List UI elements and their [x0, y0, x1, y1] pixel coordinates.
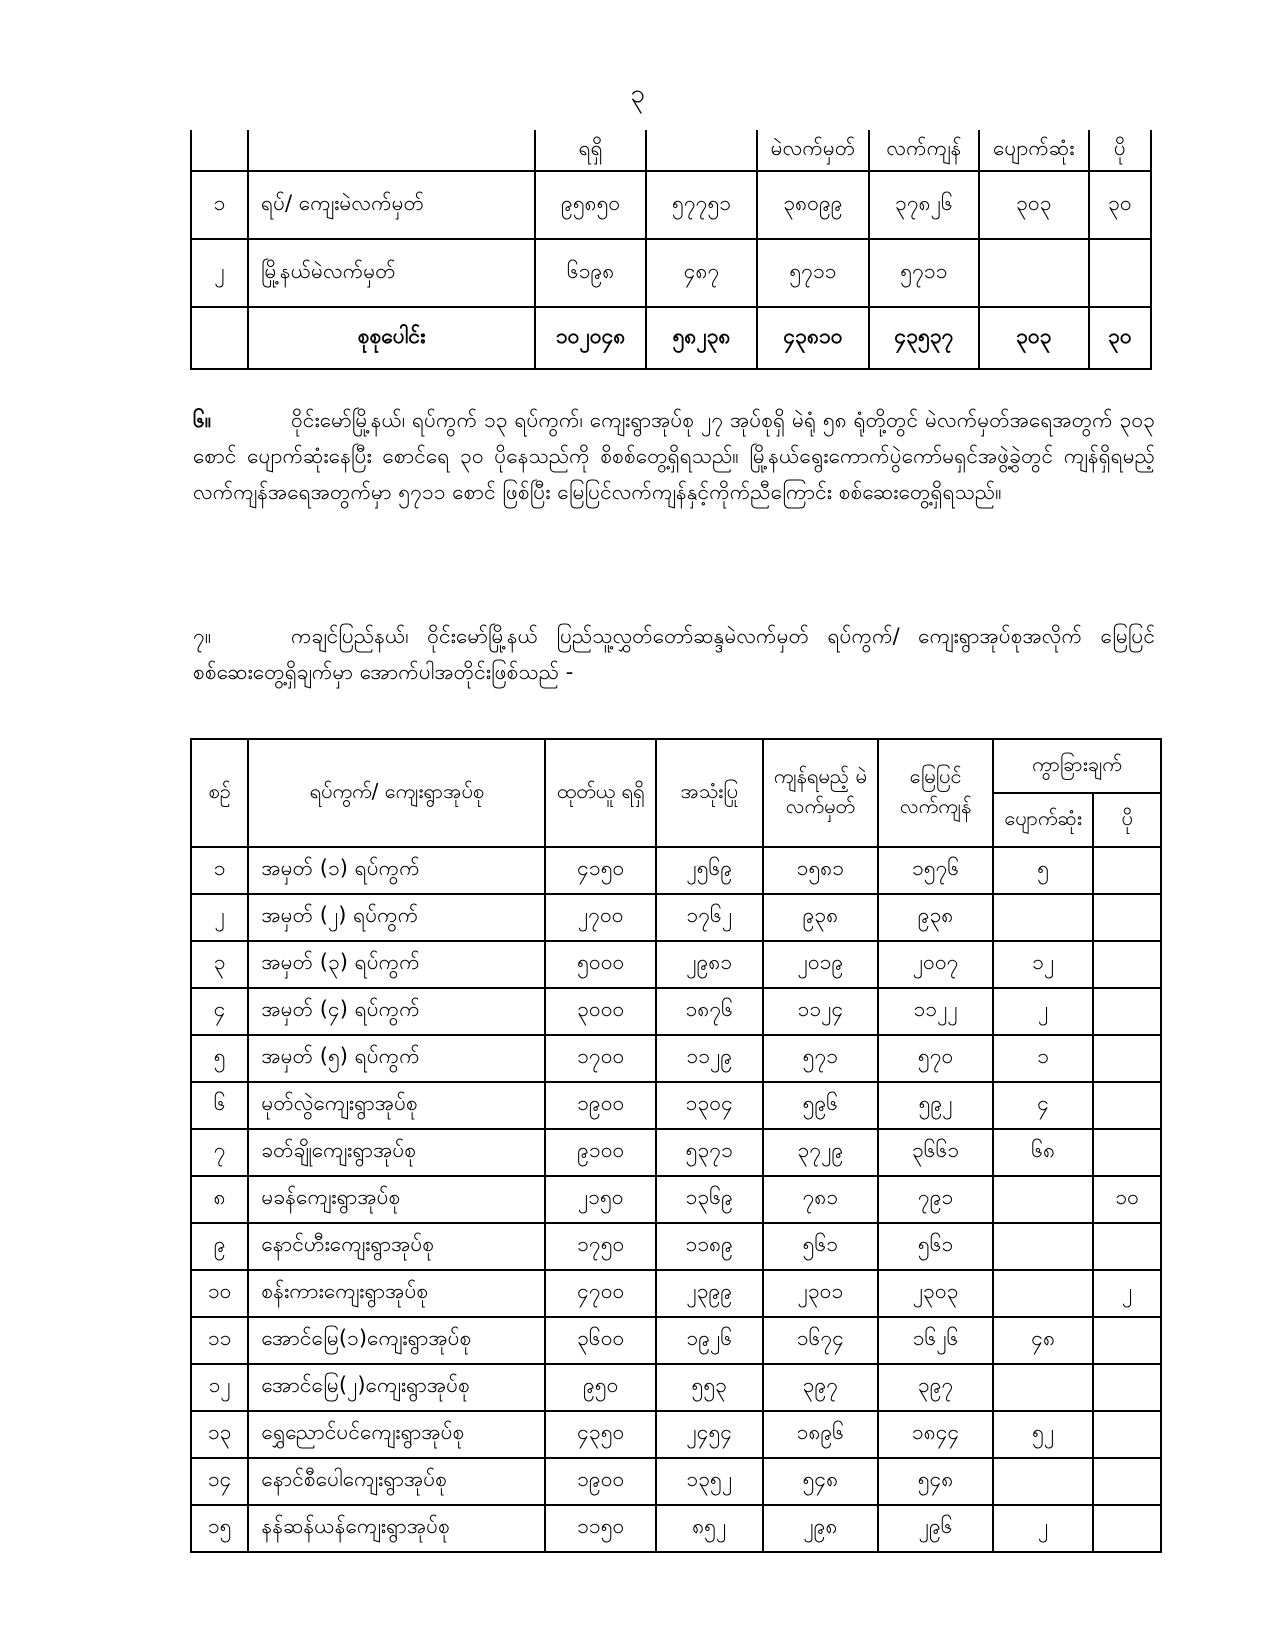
row-number: ၂: [191, 894, 248, 941]
cell-value: ၃၀၃: [979, 171, 1089, 239]
row-number: ၁၄: [191, 1458, 248, 1505]
paragraph-text: ဝိုင်းမော်မြို့နယ်၊ ရပ်ကွက် ၁၃ ရပ်ကွက်၊ ကျေးရွာအုပ်စု ၂၇ အုပ်စုရှိ မဲရုံ ၅၈ ရုံတို့တွင် မဲလက်မှတ်အရေအတွက် ၃၀၃ စောင် ပျောက်ဆုံးနေပြီး စောင်ရေ ၃၀ ပိုနေသည်ကို စိစစ်တွေ့ရှိရသည်။ မြို့နယ်ရွေးကောက်ပွဲကော်မရှင်အဖွဲ့ခွဲတွင် ကျန်ရှိရမည့် လက်ကျန်အရေအတွက်မှာ ၅၇၁၁ စောင် ဖြစ်ပြီး မြေပြင်လက်ကျန်နှင့်ကိုက်ညီကြောင်း စစ်ဆေးတွေ့ရှိရသည်။: [193, 408, 1155, 504]
remaining-value: ၅၉၆: [763, 1082, 879, 1129]
row-label: အမှတ် (၅) ရပ်ကွက်: [248, 1035, 545, 1082]
received-value: ၁၇၅၀: [545, 1223, 656, 1270]
ground-value: ၉၃၈: [878, 894, 993, 941]
summary-header-cell: မဲလက်မှတ်: [757, 130, 869, 171]
extra-value: [1093, 847, 1161, 894]
table-body: [191, 847, 1161, 1552]
row-number: ၁: [191, 171, 248, 239]
cell-value: ၅၇၇၅၁: [646, 171, 757, 239]
summary-header-cell: ပို: [1089, 130, 1151, 171]
lost-value: [993, 1458, 1093, 1505]
table-header-row: [191, 739, 1161, 793]
total-value: ၄၃၈၁၀: [757, 307, 869, 369]
row-number: ၁: [191, 847, 248, 894]
used-value: ၁၁၈၉: [656, 1223, 763, 1270]
ground-value: ၂၉၆: [878, 1505, 993, 1552]
row-number: ၉: [191, 1223, 248, 1270]
table-row: [191, 1317, 1161, 1364]
lost-value: ၄၈: [993, 1317, 1093, 1364]
row-label: အမှတ် (၃) ရပ်ကွက်: [248, 941, 545, 988]
summary-header-cell: [191, 130, 248, 171]
row-number: ၂: [191, 239, 248, 307]
row-number: ၁၃: [191, 1411, 248, 1458]
ground-value: ၂၃၀၃: [878, 1270, 993, 1317]
row-number: ၁၅: [191, 1505, 248, 1552]
row-label: မုတ်လွဲကျေးရွာအုပ်စု: [248, 1082, 545, 1129]
remaining-value: ၃၉၇: [763, 1364, 879, 1411]
header-name: ရပ်ကွက်/ ကျေးရွာအုပ်စု: [248, 739, 545, 847]
extra-value: [1093, 1505, 1161, 1552]
summary-header-cell: ပျောက်ဆုံး: [979, 130, 1089, 171]
row-label: မြို့နယ်မဲလက်မှတ်: [248, 239, 535, 307]
received-value: ၃၀၀၀: [545, 988, 656, 1035]
total-value: ၅၈၂၃၈: [646, 307, 757, 369]
used-value: ၈၅၂: [656, 1505, 763, 1552]
lost-value: ၁၂: [993, 941, 1093, 988]
total-value: ၃၀: [1089, 307, 1151, 369]
received-value: ၃၆၀၀: [545, 1317, 656, 1364]
remaining-value: ၇၈၁: [763, 1176, 879, 1223]
summary-row: [191, 239, 1151, 307]
row-label: အမှတ် (၂) ရပ်ကွက်: [248, 894, 545, 941]
ground-value: ၅၇၀: [878, 1035, 993, 1082]
lost-value: ၄: [993, 1082, 1093, 1129]
row-label: အောင်မြေ(၁)ကျေးရွာအုပ်စု: [248, 1317, 545, 1364]
remaining-value: ၁၆၇၄: [763, 1317, 879, 1364]
extra-value: [1093, 941, 1161, 988]
row-number: ၁၁: [191, 1317, 248, 1364]
extra-value: ၁၀: [1093, 1176, 1161, 1223]
cell-value: ၃၈၀၉၉: [757, 171, 869, 239]
header-ground-remaining: မြေပြင် လက်ကျန်: [878, 739, 993, 847]
paragraph-7: [193, 618, 1155, 690]
remaining-value: ၁၈၉၆: [763, 1411, 879, 1458]
used-value: ၂၄၅၄: [656, 1411, 763, 1458]
row-label: နောင်ဟီးကျေးရွာအုပ်စု: [248, 1223, 545, 1270]
received-value: ၄၃၅၀: [545, 1411, 656, 1458]
received-value: ၂၇၀၀: [545, 894, 656, 941]
page-number: ၃: [630, 79, 645, 109]
summary-table: [190, 130, 1152, 370]
lost-value: ၁: [993, 1035, 1093, 1082]
extra-value: ၂: [1093, 1270, 1161, 1317]
used-value: ၁၃၆၉: [656, 1176, 763, 1223]
received-value: ၂၁၅၀: [545, 1176, 656, 1223]
received-value: ၅၀၀၀: [545, 941, 656, 988]
row-label: အမှတ် (၁) ရပ်ကွက်: [248, 847, 545, 894]
header-used: အသုံးပြု: [656, 739, 763, 847]
row-number: ၁၀: [191, 1270, 248, 1317]
received-value: ၁၁၅၀: [545, 1505, 656, 1552]
total-label: စုစုပေါင်း: [248, 307, 535, 369]
cell-value: [979, 239, 1089, 307]
extra-value: [1093, 1129, 1161, 1176]
summary-header-cell: [248, 130, 535, 171]
row-label: အောင်မြေ(၂)ကျေးရွာအုပ်စု: [248, 1364, 545, 1411]
remaining-value: ၅၆၁: [763, 1223, 879, 1270]
ground-value: ၇၉၁: [878, 1176, 993, 1223]
extra-value: [1093, 988, 1161, 1035]
ground-value: ၂၀၀၇: [878, 941, 993, 988]
table-row: [191, 1082, 1161, 1129]
remaining-value: ၃၇၂၉: [763, 1129, 879, 1176]
used-value: ၁၃၀၄: [656, 1082, 763, 1129]
ground-value: ၁၁၂၂: [878, 988, 993, 1035]
used-value: ၂၃၉၉: [656, 1270, 763, 1317]
received-value: ၄၁၅၀: [545, 847, 656, 894]
cell-value: ၅၇၁၁: [757, 239, 869, 307]
used-value: ၁၁၂၉: [656, 1035, 763, 1082]
header-remaining-expected: ကျန်ရမည့် မဲလက်မှတ်: [763, 739, 879, 847]
header-difference: ကွာခြားချက်: [993, 739, 1161, 793]
table-row: [191, 847, 1161, 894]
cell-value: ၃၇၈၂၆: [869, 171, 979, 239]
used-value: ၂၅၆၉: [656, 847, 763, 894]
lost-value: [993, 894, 1093, 941]
row-label: နောင်စီပေါကျေးရွာအုပ်စု: [248, 1458, 545, 1505]
row-number: ၈: [191, 1176, 248, 1223]
ground-value: ၅၉၂: [878, 1082, 993, 1129]
table-row: [191, 1223, 1161, 1270]
remaining-value: ၂၀၁၉: [763, 941, 879, 988]
row-number: ၆: [191, 1082, 248, 1129]
total-value: ၃၀၃: [979, 307, 1089, 369]
remaining-value: ၂၉၈: [763, 1505, 879, 1552]
extra-value: [1093, 1035, 1161, 1082]
paragraph-number: ၆။: [193, 408, 212, 432]
table-row: [191, 1035, 1161, 1082]
row-number: ၅: [191, 1035, 248, 1082]
table-row: [191, 941, 1161, 988]
row-label: ခတ်ချိုကျေးရွာအုပ်စု: [248, 1129, 545, 1176]
extra-value: [1093, 1082, 1161, 1129]
total-blank-cell: [191, 307, 248, 369]
extra-value: [1093, 1458, 1161, 1505]
summary-header-cell: [646, 130, 757, 171]
summary-total-row: [191, 307, 1151, 369]
total-value: ၁၀၂၀၄၈: [535, 307, 646, 369]
used-value: ၅၅၃: [656, 1364, 763, 1411]
total-value: ၄၃၅၃၇: [869, 307, 979, 369]
paragraph-6: [193, 402, 1155, 510]
lost-value: [993, 1364, 1093, 1411]
table-row: [191, 1458, 1161, 1505]
extra-value: [1093, 1411, 1161, 1458]
row-label: အမှတ် (၄) ရပ်ကွက်: [248, 988, 545, 1035]
used-value: ၂၉၈၁: [656, 941, 763, 988]
cell-value: ၄၈၇: [646, 239, 757, 307]
received-value: ၄၇၀၀: [545, 1270, 656, 1317]
extra-value: [1093, 894, 1161, 941]
header-lost: ပျောက်ဆုံး: [993, 793, 1093, 847]
lost-value: [993, 1176, 1093, 1223]
received-value: ၉၅၀: [545, 1364, 656, 1411]
used-value: ၁၉၂၆: [656, 1317, 763, 1364]
table-row: [191, 1505, 1161, 1552]
remaining-value: ၂၃၀၁: [763, 1270, 879, 1317]
ground-value: ၅၄၈: [878, 1458, 993, 1505]
table-row: [191, 1176, 1161, 1223]
extra-value: [1093, 1223, 1161, 1270]
paragraph-number: ၇။: [193, 624, 212, 648]
cell-value: ၆၁၉၈: [535, 239, 646, 307]
summary-row: [191, 171, 1151, 239]
remaining-value: ၉၃၈: [763, 894, 879, 941]
summary-header-row: [191, 130, 1151, 171]
ground-value: ၁၆၂၆: [878, 1317, 993, 1364]
received-value: ၉၁၀၀: [545, 1129, 656, 1176]
lost-value: ၆၈: [993, 1129, 1093, 1176]
row-number: ၄: [191, 988, 248, 1035]
table-row: [191, 1364, 1161, 1411]
lost-value: ၅: [993, 847, 1093, 894]
row-label: စန်းကားကျေးရွာအုပ်စု: [248, 1270, 545, 1317]
remaining-value: ၁၅၈၁: [763, 847, 879, 894]
table-row: [191, 1129, 1161, 1176]
ground-value: ၃၉၇: [878, 1364, 993, 1411]
received-value: ၁၇၀၀: [545, 1035, 656, 1082]
summary-header-cell: လက်ကျန်: [869, 130, 979, 171]
ground-value: ၁၈၄၄: [878, 1411, 993, 1458]
used-value: ၁၈၇၆: [656, 988, 763, 1035]
row-number: ၁၂: [191, 1364, 248, 1411]
paragraph-text: ကချင်ပြည်နယ်၊ ဝိုင်းမော်မြို့နယ် ပြည်သူ့လွှတ်တော်ဆန္ဒမဲလက်မှတ် ရပ်ကွက်/ ကျေးရွာအုပ်စုအလိုက် မြေပြင်စစ်ဆေးတွေ့ရှိချက်မှာ အောက်ပါအတိုင်းဖြစ်သည် -: [193, 624, 1155, 684]
cell-value: ၅၇၁၁: [869, 239, 979, 307]
header-received: ထုတ်ယူ ရရှိ: [545, 739, 656, 847]
cell-value: ၉၅၈၅၀: [535, 171, 646, 239]
extra-value: [1093, 1317, 1161, 1364]
remaining-value: ၁၁၂၄: [763, 988, 879, 1035]
ward-ballot-table: [190, 738, 1162, 1553]
received-value: ၁၉၀၀: [545, 1458, 656, 1505]
lost-value: ၂: [993, 1505, 1093, 1552]
row-label: ရွှေညောင်ပင်ကျေးရွာအုပ်စု: [248, 1411, 545, 1458]
table-row: [191, 1270, 1161, 1317]
remaining-value: ၅၇၁: [763, 1035, 879, 1082]
lost-value: [993, 1270, 1093, 1317]
received-value: ၁၉၀၀: [545, 1082, 656, 1129]
used-value: ၅၃၇၁: [656, 1129, 763, 1176]
cell-value: ၃၀: [1089, 171, 1151, 239]
row-label: မခန်ကျေးရွာအုပ်စု: [248, 1176, 545, 1223]
ground-value: ၃၆၆၁: [878, 1129, 993, 1176]
table-row: [191, 894, 1161, 941]
table-row: [191, 1411, 1161, 1458]
header-extra: ပို: [1093, 793, 1161, 847]
header-no: စဉ်: [191, 739, 248, 847]
ground-value: ၁၅၇၆: [878, 847, 993, 894]
table-row: [191, 988, 1161, 1035]
row-number: ၃: [191, 941, 248, 988]
lost-value: ၅၂: [993, 1411, 1093, 1458]
used-value: ၁၃၅၂: [656, 1458, 763, 1505]
row-label: ရပ်/ ကျေးမဲလက်မှတ်: [248, 171, 535, 239]
extra-value: [1093, 1364, 1161, 1411]
cell-value: [1089, 239, 1151, 307]
summary-header-cell: ရရှိ: [535, 130, 646, 171]
lost-value: ၂: [993, 988, 1093, 1035]
remaining-value: ၅၄၈: [763, 1458, 879, 1505]
row-label: နန်ဆန်ယန်ကျေးရွာအုပ်စု: [248, 1505, 545, 1552]
lost-value: [993, 1223, 1093, 1270]
used-value: ၁၇၆၂: [656, 894, 763, 941]
row-number: ၇: [191, 1129, 248, 1176]
ground-value: ၅၆၁: [878, 1223, 993, 1270]
